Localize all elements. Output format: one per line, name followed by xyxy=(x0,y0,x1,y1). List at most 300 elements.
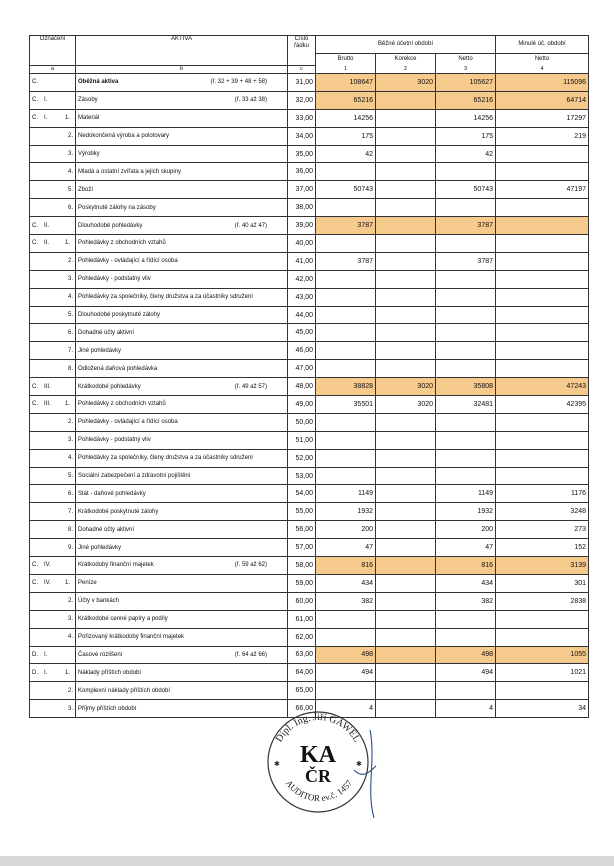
value-korekce xyxy=(376,145,436,163)
row-label-cell xyxy=(76,539,288,557)
row-label: Dohadné účty aktivní xyxy=(78,526,135,533)
table-row xyxy=(30,449,589,467)
row-code xyxy=(30,628,76,646)
value-korekce xyxy=(376,217,436,235)
value-netto: 175 xyxy=(436,127,496,145)
row-label: Nedokončená výroba a polotovary xyxy=(78,133,170,140)
table-row xyxy=(30,306,589,324)
value-brutto: 494 xyxy=(316,664,376,682)
value-brutto xyxy=(316,413,376,431)
value-netto: 1932 xyxy=(436,503,496,521)
header-oznaceni: Označení xyxy=(30,36,76,66)
value-netto: 105627 xyxy=(436,74,496,92)
table-row xyxy=(30,378,589,396)
value-korekce xyxy=(376,109,436,127)
row-code-part: 3. xyxy=(67,276,73,283)
row-label-cell xyxy=(76,646,288,664)
value-korekce xyxy=(376,235,436,253)
value-netto: 382 xyxy=(436,592,496,610)
row-code-part: 2. xyxy=(67,598,73,605)
value-korekce xyxy=(376,288,436,306)
row-code-part: I. xyxy=(44,97,48,104)
row-number: 34,00 xyxy=(288,127,316,145)
value-minule xyxy=(496,145,589,163)
value-korekce xyxy=(376,574,436,592)
value-korekce xyxy=(376,252,436,270)
table-row xyxy=(30,74,589,92)
value-netto xyxy=(436,324,496,342)
row-code-part: 1. xyxy=(64,669,70,676)
row-code-part: C. xyxy=(32,240,38,247)
table-row xyxy=(30,467,589,485)
value-brutto: 382 xyxy=(316,592,376,610)
row-label: Pohledávky za společníky, členy družstva a za účastníky sdružení xyxy=(78,455,253,462)
row-label: Dlouhodobé poskytnuté zálohy xyxy=(78,312,161,319)
row-number: 65,00 xyxy=(288,682,316,700)
row-number: 46,00 xyxy=(288,342,316,360)
header-korekce: Korekce xyxy=(376,54,436,66)
value-netto: 35808 xyxy=(436,378,496,396)
row-code-part: 6. xyxy=(67,329,73,336)
row-code xyxy=(30,539,76,557)
row-code-part: D. xyxy=(32,651,38,658)
row-code xyxy=(30,700,76,718)
value-korekce xyxy=(376,682,436,700)
row-code xyxy=(30,91,76,109)
row-number: 58,00 xyxy=(288,557,316,575)
row-code-part: C. xyxy=(32,115,38,122)
value-minule xyxy=(496,342,589,360)
value-netto: 47 xyxy=(436,539,496,557)
value-korekce xyxy=(376,449,436,467)
row-label: Komplexní náklady příštích období xyxy=(78,687,171,694)
value-brutto xyxy=(316,235,376,253)
row-code xyxy=(30,664,76,682)
row-code-part: 2. xyxy=(67,258,73,265)
row-number: 35,00 xyxy=(288,145,316,163)
row-code-part: C. xyxy=(32,222,38,229)
row-formula: (ř. 64 až 66) xyxy=(234,651,267,658)
row-label-cell xyxy=(76,700,288,718)
col-number-2: 2 xyxy=(376,66,436,74)
row-label: Materiál xyxy=(78,115,100,122)
row-label-cell xyxy=(76,342,288,360)
row-number: 57,00 xyxy=(288,539,316,557)
row-label: Sociální zabezpečení a zdravotní pojištění xyxy=(78,473,191,480)
value-minule xyxy=(496,467,589,485)
header-brutto: Brutto xyxy=(316,54,376,66)
row-label: Mladá a ostatní zvířata a jejich skupiny xyxy=(78,168,182,175)
row-code-part: IV. xyxy=(44,562,51,569)
value-korekce xyxy=(376,610,436,628)
value-korekce xyxy=(376,342,436,360)
value-brutto: 50743 xyxy=(316,181,376,199)
value-netto xyxy=(436,235,496,253)
value-netto: 1149 xyxy=(436,485,496,503)
row-label-cell xyxy=(76,431,288,449)
row-code-part: 4. xyxy=(67,634,73,641)
row-code-part: 7. xyxy=(67,508,73,515)
value-netto xyxy=(436,342,496,360)
value-korekce xyxy=(376,360,436,378)
value-brutto: 175 xyxy=(316,127,376,145)
value-korekce xyxy=(376,646,436,664)
value-netto xyxy=(436,270,496,288)
row-code-part: 1. xyxy=(64,115,70,122)
row-code xyxy=(30,682,76,700)
value-netto: 3787 xyxy=(436,217,496,235)
value-netto: 65216 xyxy=(436,91,496,109)
value-minule xyxy=(496,199,589,217)
value-korekce xyxy=(376,91,436,109)
table-row xyxy=(30,181,589,199)
value-korekce xyxy=(376,503,436,521)
row-code-part: I. xyxy=(44,115,48,122)
value-netto xyxy=(436,413,496,431)
row-label-cell xyxy=(76,270,288,288)
value-brutto: 434 xyxy=(316,574,376,592)
bottom-bar xyxy=(0,856,614,866)
value-netto: 494 xyxy=(436,664,496,682)
value-brutto: 3787 xyxy=(316,252,376,270)
row-label: Krátkodobé cenné papíry a podíly xyxy=(78,616,168,623)
value-netto: 498 xyxy=(436,646,496,664)
row-label-cell xyxy=(76,217,288,235)
value-brutto xyxy=(316,431,376,449)
value-netto xyxy=(436,360,496,378)
value-brutto: 14256 xyxy=(316,109,376,127)
value-brutto xyxy=(316,288,376,306)
row-code xyxy=(30,431,76,449)
row-code xyxy=(30,610,76,628)
row-code-part: 5. xyxy=(67,186,73,193)
row-code-part: 5. xyxy=(67,312,73,319)
value-brutto: 47 xyxy=(316,539,376,557)
value-minule: 2838 xyxy=(496,592,589,610)
row-label: Oběžná aktiva xyxy=(78,79,119,86)
row-label-cell xyxy=(76,503,288,521)
row-label-cell xyxy=(76,235,288,253)
value-minule xyxy=(496,235,589,253)
value-minule: 152 xyxy=(496,539,589,557)
row-label: Poskytnuté zálohy na zásoby xyxy=(78,204,156,211)
header-cislo-radku: Číslo řádku xyxy=(288,36,316,66)
value-netto xyxy=(436,199,496,217)
row-code-part: II. xyxy=(44,240,50,247)
row-code xyxy=(30,145,76,163)
row-code-part: I. xyxy=(44,669,48,676)
assets-table xyxy=(29,35,589,718)
row-label: Stát - daňové pohledávky xyxy=(78,490,146,497)
row-code xyxy=(30,467,76,485)
value-minule xyxy=(496,306,589,324)
row-label-cell xyxy=(76,521,288,539)
row-label-cell xyxy=(76,163,288,181)
value-minule xyxy=(496,682,589,700)
row-label-cell xyxy=(76,252,288,270)
table-row xyxy=(30,628,589,646)
assets-rows xyxy=(30,74,589,718)
header-minule-obdobi: Minulé úč. období xyxy=(496,36,589,54)
table-row xyxy=(30,574,589,592)
table-row xyxy=(30,396,589,414)
row-label-cell xyxy=(76,664,288,682)
row-number: 40,00 xyxy=(288,235,316,253)
table-row xyxy=(30,360,589,378)
value-netto xyxy=(436,628,496,646)
header-bezne-obdobi: Běžné účetní období xyxy=(316,36,496,54)
row-code xyxy=(30,503,76,521)
value-netto xyxy=(436,431,496,449)
row-code-part: 1. xyxy=(64,401,70,408)
value-minule: 301 xyxy=(496,574,589,592)
value-korekce xyxy=(376,539,436,557)
stamp-star-right-icon: ✱ xyxy=(356,760,362,768)
table-row xyxy=(30,592,589,610)
row-code-part: 9. xyxy=(67,544,73,551)
row-code-part: 6. xyxy=(67,490,73,497)
row-label-cell xyxy=(76,592,288,610)
row-number: 47,00 xyxy=(288,360,316,378)
row-number: 39,00 xyxy=(288,217,316,235)
row-code-part: C. xyxy=(32,79,38,86)
value-netto xyxy=(436,682,496,700)
row-code-part: D. xyxy=(32,669,38,676)
row-number: 60,00 xyxy=(288,592,316,610)
row-code-part: 4. xyxy=(67,294,73,301)
row-code xyxy=(30,592,76,610)
value-minule: 17297 xyxy=(496,109,589,127)
row-code-part: 1. xyxy=(64,580,70,587)
row-label: Výrobky xyxy=(78,151,100,157)
value-korekce xyxy=(376,270,436,288)
value-netto: 434 xyxy=(436,574,496,592)
row-formula: (ř. 40 až 47) xyxy=(234,222,267,229)
value-minule: 64714 xyxy=(496,91,589,109)
row-label-cell xyxy=(76,485,288,503)
row-code-part: C. xyxy=(32,562,38,569)
value-brutto: 108647 xyxy=(316,74,376,92)
value-minule: 47197 xyxy=(496,181,589,199)
row-label-cell xyxy=(76,396,288,414)
value-korekce xyxy=(376,181,436,199)
value-minule xyxy=(496,252,589,270)
row-code xyxy=(30,199,76,217)
row-code-part: III. xyxy=(44,401,51,408)
value-korekce xyxy=(376,324,436,342)
row-code xyxy=(30,74,76,92)
row-code-part: 4. xyxy=(67,168,73,175)
row-label-cell xyxy=(76,306,288,324)
value-brutto xyxy=(316,306,376,324)
row-code-part: 8. xyxy=(67,526,73,533)
value-minule: 34 xyxy=(496,700,589,718)
value-brutto: 65216 xyxy=(316,91,376,109)
value-brutto xyxy=(316,163,376,181)
row-label-cell xyxy=(76,628,288,646)
row-number: 37,00 xyxy=(288,181,316,199)
row-formula: (ř. 49 až 57) xyxy=(234,383,267,390)
row-number: 56,00 xyxy=(288,521,316,539)
value-korekce xyxy=(376,467,436,485)
col-letter-b: b xyxy=(76,66,288,74)
value-brutto: 38828 xyxy=(316,378,376,396)
row-code xyxy=(30,270,76,288)
row-code-part: 4. xyxy=(67,455,73,462)
table-row xyxy=(30,431,589,449)
stamp-logo-bottom: ČR xyxy=(305,766,331,786)
table-row xyxy=(30,610,589,628)
row-label: Dlouhodobé pohledávky xyxy=(78,222,143,229)
row-label-cell xyxy=(76,199,288,217)
row-code-part: 2. xyxy=(67,687,73,694)
table-row xyxy=(30,109,589,127)
stamp-bottom-text: AUDITOR ev.č. 1457 xyxy=(283,778,355,804)
value-minule xyxy=(496,324,589,342)
row-code-part: 2. xyxy=(67,133,73,140)
row-label-cell xyxy=(76,467,288,485)
row-code xyxy=(30,646,76,664)
row-label: Dohadné účty aktivní xyxy=(78,329,135,336)
row-code xyxy=(30,252,76,270)
value-netto: 50743 xyxy=(436,181,496,199)
row-code xyxy=(30,127,76,145)
row-label-cell xyxy=(76,109,288,127)
col-letter-c: c xyxy=(288,66,316,74)
row-number: 38,00 xyxy=(288,199,316,217)
row-label-cell xyxy=(76,682,288,700)
table-row xyxy=(30,682,589,700)
row-number: 43,00 xyxy=(288,288,316,306)
row-label: Jiné pohledávky xyxy=(78,347,122,354)
row-label-cell xyxy=(76,91,288,109)
row-label: Odložená daňová pohledávka xyxy=(78,365,158,372)
row-number: 53,00 xyxy=(288,467,316,485)
row-label-cell xyxy=(76,378,288,396)
value-korekce xyxy=(376,306,436,324)
value-netto: 3787 xyxy=(436,252,496,270)
row-label: Krátkodobé pohledávky xyxy=(78,383,141,390)
row-number: 61,00 xyxy=(288,610,316,628)
row-code xyxy=(30,396,76,414)
value-netto xyxy=(436,306,496,324)
value-korekce xyxy=(376,521,436,539)
table-row xyxy=(30,646,589,664)
row-code-part: IV. xyxy=(44,580,51,587)
row-code-part: I. xyxy=(44,651,48,658)
row-code xyxy=(30,181,76,199)
header-netto-minule: Netto xyxy=(496,54,589,66)
table-row xyxy=(30,91,589,109)
value-korekce xyxy=(376,199,436,217)
row-number: 42,00 xyxy=(288,270,316,288)
value-netto: 4 xyxy=(436,700,496,718)
value-brutto xyxy=(316,342,376,360)
auditor-stamp xyxy=(258,700,378,820)
value-korekce xyxy=(376,413,436,431)
row-code xyxy=(30,485,76,503)
row-code-part: II. xyxy=(44,222,50,229)
row-number: 31,00 xyxy=(288,74,316,92)
row-code-part: 3. xyxy=(67,705,73,712)
row-code-part: 6. xyxy=(67,204,73,211)
value-minule xyxy=(496,449,589,467)
row-label-cell xyxy=(76,449,288,467)
value-brutto: 498 xyxy=(316,646,376,664)
row-code-part: C. xyxy=(32,580,38,587)
value-brutto: 1149 xyxy=(316,485,376,503)
value-korekce xyxy=(376,431,436,449)
row-label: Zboží xyxy=(78,186,94,193)
row-label: Časové rozlišení xyxy=(78,651,123,658)
value-brutto: 4 xyxy=(316,700,376,718)
value-korekce: 3020 xyxy=(376,74,436,92)
row-code xyxy=(30,235,76,253)
value-minule xyxy=(496,610,589,628)
row-code xyxy=(30,360,76,378)
value-minule xyxy=(496,270,589,288)
row-code-part: 1. xyxy=(64,240,70,247)
row-code-part: 7. xyxy=(67,347,73,354)
row-code xyxy=(30,163,76,181)
row-label: Účty v bankách xyxy=(78,598,120,605)
value-netto xyxy=(436,449,496,467)
row-code xyxy=(30,109,76,127)
row-formula: (ř. 33 až 38) xyxy=(234,97,267,104)
value-netto xyxy=(436,288,496,306)
value-minule: 42395 xyxy=(496,396,589,414)
row-label: Pohledávky - podstatný vliv xyxy=(78,276,151,283)
row-label: Pohledávky - ovládající a řídící osoba xyxy=(78,419,178,426)
col-number-4: 4 xyxy=(496,66,589,74)
stamp-top-text: Dipl. Ing. Jiří GAWEL xyxy=(273,711,363,745)
table-row xyxy=(30,145,589,163)
row-code-part: 3. xyxy=(67,151,73,157)
table-row xyxy=(30,324,589,342)
value-brutto xyxy=(316,610,376,628)
table-row xyxy=(30,521,589,539)
value-netto: 200 xyxy=(436,521,496,539)
value-netto xyxy=(436,467,496,485)
row-label-cell xyxy=(76,288,288,306)
value-brutto xyxy=(316,360,376,378)
value-korekce xyxy=(376,127,436,145)
row-number: 59,00 xyxy=(288,574,316,592)
row-number: 64,00 xyxy=(288,664,316,682)
table-row xyxy=(30,252,589,270)
table-row xyxy=(30,539,589,557)
row-code xyxy=(30,324,76,342)
value-korekce xyxy=(376,592,436,610)
row-label-cell xyxy=(76,74,288,92)
row-number: 63,00 xyxy=(288,646,316,664)
col-number-1: 1 xyxy=(316,66,376,74)
row-number: 32,00 xyxy=(288,91,316,109)
value-minule: 1055 xyxy=(496,646,589,664)
table-row xyxy=(30,217,589,235)
value-korekce xyxy=(376,700,436,718)
stamp-logo-top: KA xyxy=(300,742,336,768)
row-number: 54,00 xyxy=(288,485,316,503)
row-label: Pohledávky za společníky, členy družstva a za účastníky sdružení xyxy=(78,294,253,301)
value-minule xyxy=(496,163,589,181)
value-minule xyxy=(496,360,589,378)
value-brutto: 35501 xyxy=(316,396,376,414)
signature-mark xyxy=(354,730,376,818)
row-number: 48,00 xyxy=(288,378,316,396)
stamp-star-left-icon: ✱ xyxy=(274,760,280,768)
value-korekce: 3020 xyxy=(376,396,436,414)
